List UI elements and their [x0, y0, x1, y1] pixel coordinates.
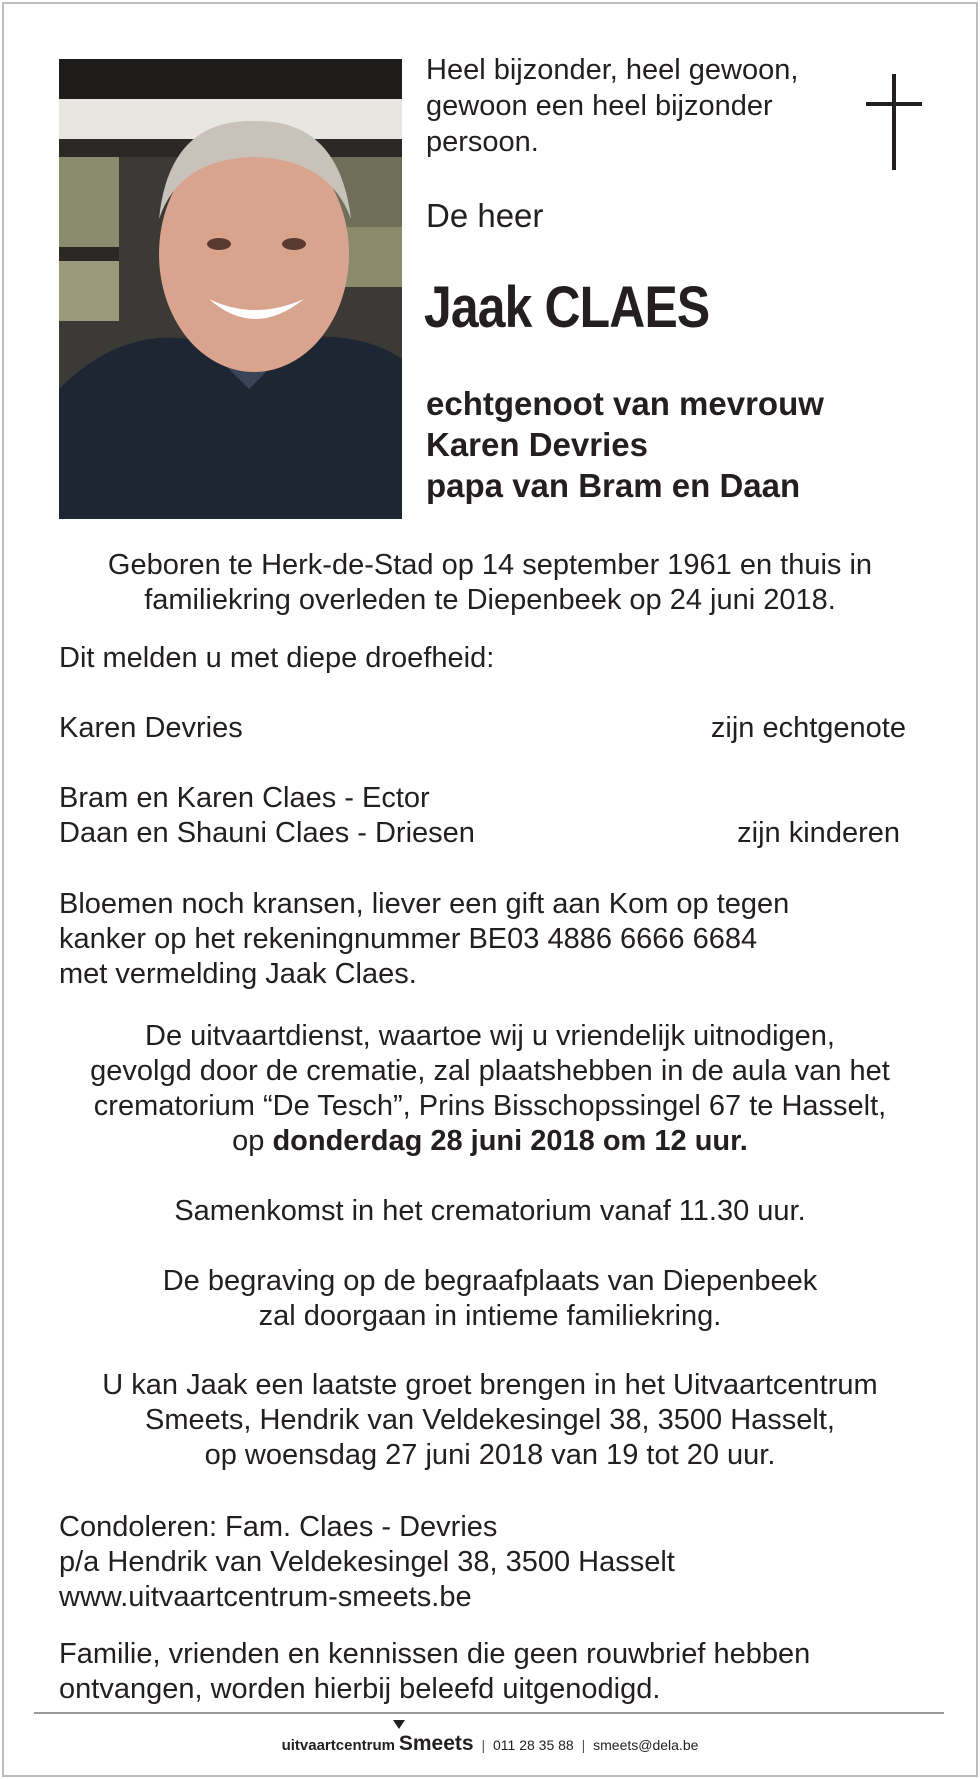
gathering-line: Samenkomst in het crematorium vanaf 11.30 uur. [174, 1195, 806, 1227]
birth-line: familiekring overleden te Diepenbeek op 24 juni 2018. [144, 584, 836, 616]
condolences-line: Condoleren: Fam. Claes - Devries [59, 1511, 498, 1543]
footer-separator: | [581, 1737, 586, 1753]
child-name: Bram en Karen Claes - Ector [59, 782, 430, 814]
footer-separator: | [481, 1737, 486, 1753]
burial-line: De begraving op de begraafplaats van Diepenbeek [162, 1265, 818, 1297]
triangle-down-icon [393, 1720, 405, 1729]
closing-line: Familie, vrienden en kennissen die geen rouwbrief hebben [59, 1638, 811, 1670]
footer-divider [34, 1712, 944, 1714]
child-name: Daan en Shauni Claes - Driesen [59, 817, 475, 849]
deceased-name: Jaak CLAES [424, 275, 710, 340]
farewell-line: Smeets, Hendrik van Veldekesingel 38, 3500 Hasselt, [145, 1404, 835, 1436]
family-row-child-2 [59, 816, 906, 851]
flowers-line: kanker op het rekeningnummer BE03 4886 6666 6684 [59, 923, 758, 955]
announcement-line: Dit melden u met diepe droefheid: [59, 642, 495, 674]
birth-death-paragraph [20, 548, 960, 618]
footer-brand-name: Smeets [398, 1732, 474, 1755]
cross-icon [866, 74, 922, 170]
family-row-child-1 [59, 781, 906, 816]
spouse-name: Karen Devries [59, 712, 243, 744]
farewell-line: U kan Jaak een laatste groet brengen in het Uitvaartcentrum [102, 1369, 878, 1401]
footer [0, 1732, 980, 1756]
relation-line: Karen Devries [426, 426, 648, 463]
spouse-role: zijn echtgenote [710, 712, 906, 744]
closing-paragraph [59, 1637, 939, 1707]
family-row-spouse [59, 711, 906, 746]
relation-line: echtgenoot van mevrouw [426, 385, 824, 422]
flowers-line: met vermelding Jaak Claes. [59, 958, 417, 990]
birth-line: Geboren te Herk-de-Stad op 14 september 1961 en thuis in [107, 549, 873, 581]
condolences-line: p/a Hendrik van Veldekesingel 38, 3500 Hasselt [59, 1546, 675, 1578]
portrait-photo [59, 59, 402, 519]
relations [426, 383, 824, 506]
relation-line: papa van Bram en Daan [426, 467, 801, 504]
quote [426, 52, 846, 160]
footer-phone[interactable]: 011 28 35 88 [492, 1737, 574, 1753]
quote-line: persoon. [426, 126, 539, 158]
flowers-line: Bloemen noch kransen, liever een gift aan Kom op tegen [59, 888, 790, 920]
flowers-paragraph [59, 887, 939, 992]
quote-line: Heel bijzonder, heel gewoon, [426, 54, 799, 86]
salutation: De heer [426, 197, 544, 234]
service-line: De uitvaartdienst, waartoe wij u vriendelijk uitnodigen, [145, 1020, 835, 1052]
website-link[interactable]: www.uitvaartcentrum-smeets.be [59, 1581, 472, 1613]
service-date: donderdag 28 juni 2018 om 12 uur. [272, 1125, 748, 1157]
farewell-line: op woensdag 27 juni 2018 van 19 tot 20 uur. [204, 1439, 776, 1471]
condolences-paragraph [59, 1510, 939, 1615]
service-line: crematorium “De Tesch”, Prins Bisschopssingel 67 te Hasselt, [93, 1090, 887, 1122]
burial-line: zal doorgaan in intieme familiekring. [258, 1300, 722, 1332]
farewell-paragraph [20, 1368, 960, 1473]
service-date-line [20, 1124, 960, 1159]
footer-brand-prefix: uitvaartcentrum [281, 1737, 395, 1754]
children-role: zijn kinderen [737, 817, 900, 849]
service-line: gevolgd door de crematie, zal plaatshebben in de aula van het [90, 1055, 890, 1087]
closing-line: ontvangen, worden hierbij beleefd uitgenodigd. [59, 1673, 661, 1705]
service-paragraph [20, 1019, 960, 1159]
service-date-prefix: op [232, 1125, 265, 1157]
burial-paragraph [20, 1264, 960, 1334]
footer-email[interactable]: smeets@dela.be [593, 1737, 699, 1753]
quote-line: gewoon een heel bijzonder [426, 90, 773, 122]
